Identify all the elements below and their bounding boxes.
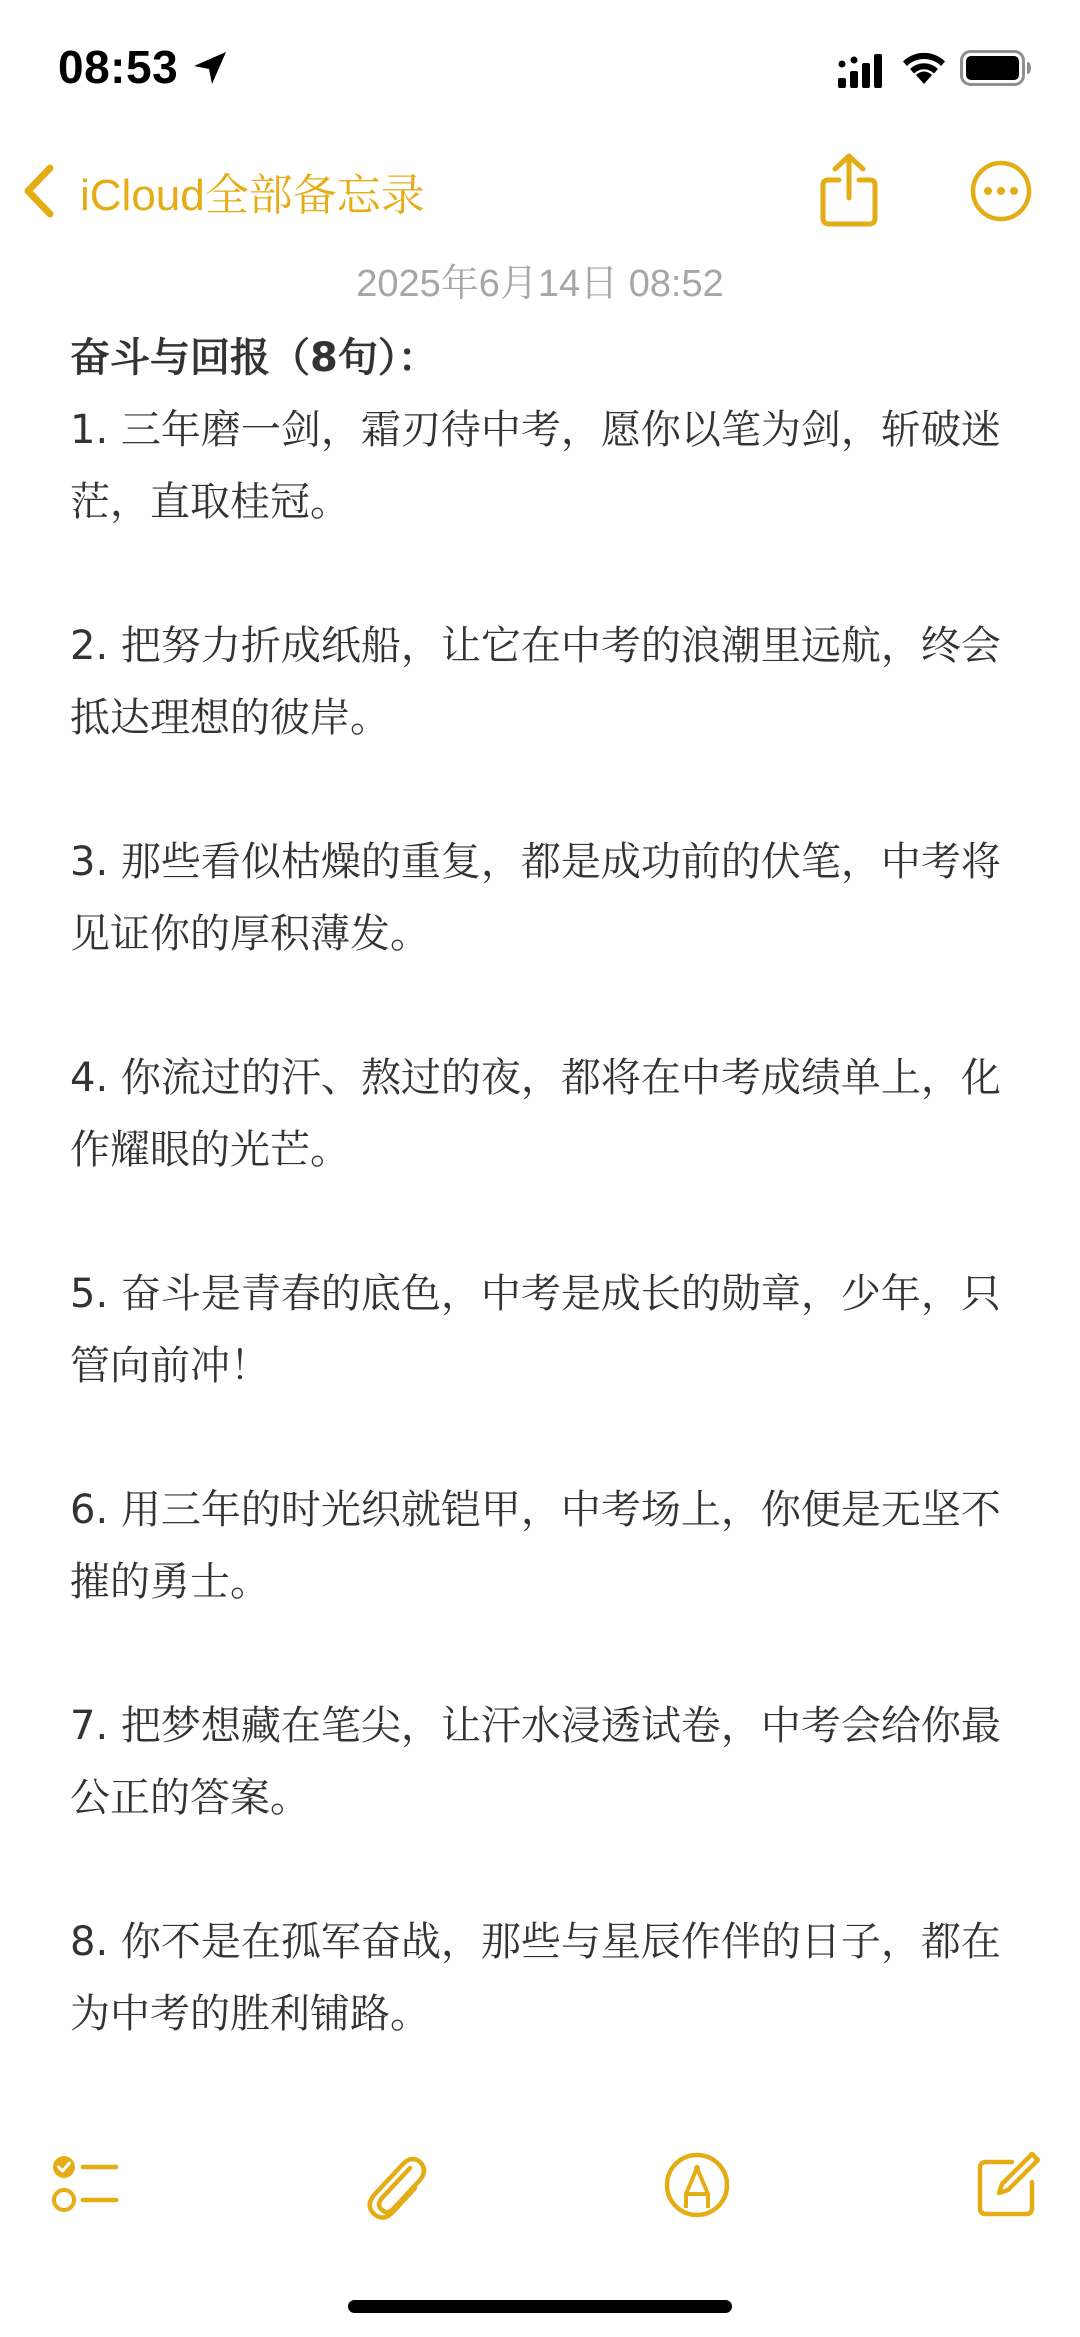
note-item: 4. 你流过的汗、熬过的夜，都将在中考成绩单上，化作耀眼的光芒。 (70, 1055, 1001, 1173)
home-indicator[interactable] (348, 2300, 732, 2313)
back-button[interactable] (20, 156, 425, 226)
battery-full-icon (960, 50, 1032, 86)
note-item: 2. 把努力折成纸船，让它在中考的浪潮里远航，终会抵达理想的彼岸。 (70, 623, 1001, 741)
location-arrow-icon (190, 48, 230, 88)
note-title: 奋斗与回报（8句）： (70, 335, 438, 381)
status-bar (0, 0, 1080, 140)
note-item: 7. 把梦想藏在笔尖，让汗水浸透试卷，中考会给你最公正的答案。 (70, 1703, 1001, 1821)
note-item: 1. 三年磨一剑，霜刃待中考，愿你以笔为剑，斩破迷茫，直取桂冠。 (70, 407, 1001, 525)
note-item: 6. 用三年的时光织就铠甲，中考场上，你便是无坚不摧的勇士。 (70, 1487, 1001, 1605)
share-icon[interactable] (818, 152, 880, 228)
cellular-signal-icon (838, 54, 892, 88)
markup-pen-icon[interactable] (662, 2150, 732, 2220)
note-item: 5. 奋斗是青春的底色，中考是成长的勋章，少年，只管向前冲！ (70, 1271, 1001, 1389)
status-time: 08:53 (58, 41, 179, 93)
chevron-left-icon (20, 162, 58, 220)
back-button-label: iCloud全部备忘录 (80, 171, 425, 220)
note-item: 3. 那些看似枯燥的重复，都是成功前的伏笔，中考将见证你的厚积薄发。 (70, 839, 1001, 957)
ellipsis-circle-icon[interactable] (970, 160, 1032, 222)
note-body[interactable] (70, 322, 1030, 2122)
note-item: 8. 你不是在孤军奋战，那些与星辰作伴的日子，都在为中考的胜利铺路。 (70, 1919, 1001, 2037)
note-date: 2025年6月14日 08:52 (356, 263, 724, 305)
checklist-icon[interactable] (50, 2150, 120, 2220)
paperclip-icon[interactable] (360, 2150, 430, 2220)
compose-icon[interactable] (972, 2150, 1042, 2220)
wifi-icon (900, 48, 948, 86)
